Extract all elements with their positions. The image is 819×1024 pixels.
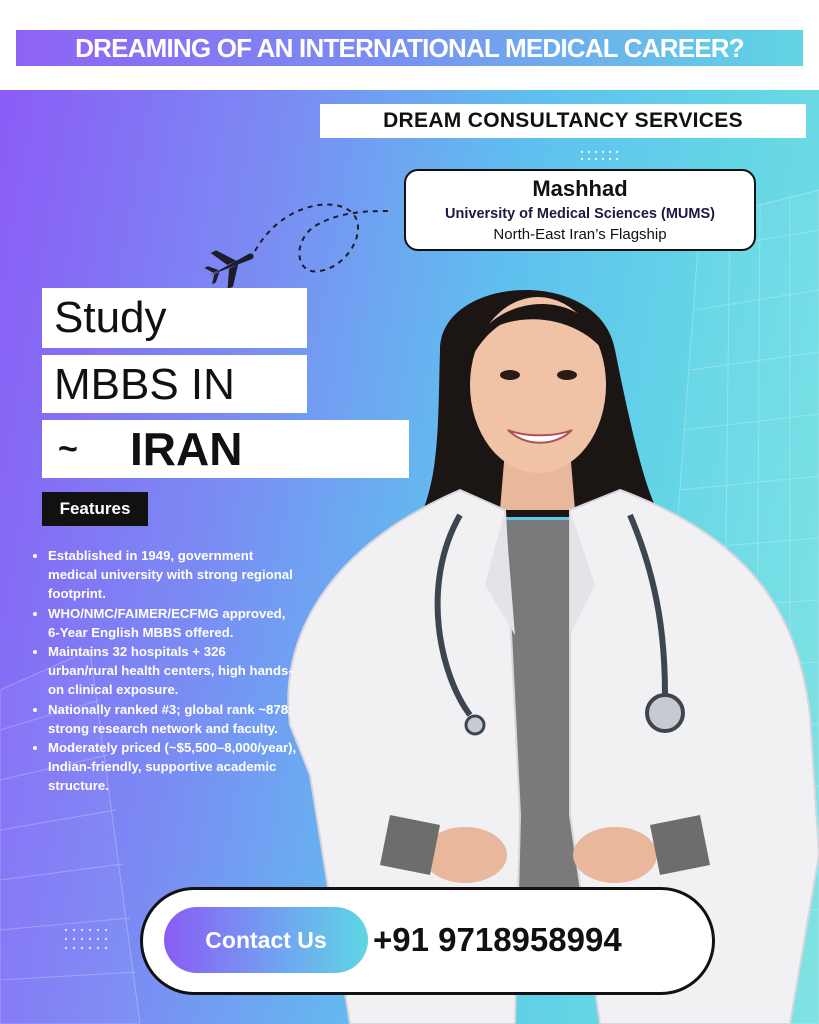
university-card [404,169,756,251]
feature-item: • Established in 1949, government medical university with strong regional footprint. [48,546,298,604]
feature-list [30,546,298,796]
feature-item: • Moderately priced (~$5,500–8,000/year), Indian-friendly, supportive academic structure. [48,738,298,796]
university-tagline: North-East Iran’s Flagship [493,226,667,243]
feature-item: • WHO/NMC/FAIMER/ECFMG approved, 6-Year English MBBS offered. [48,604,298,642]
decorative-dots [580,150,620,164]
contact-us-button[interactable]: Contact Us [164,907,368,973]
feature-item: • Nationally ranked #3; global rank ~878; strong research network and faculty. [48,700,298,738]
university-city: Mashhad [532,176,628,201]
hero-line-study [42,288,307,348]
hero-study-text: Study [54,293,167,342]
feature-item: • Maintains 32 hospitals + 326 urban/rural health centers, high hands-on clinical exposure. [48,642,298,700]
airplane-icon [200,196,390,296]
decorative-dots-bottom [64,928,108,952]
headline-text: DREAMING OF AN INTERNATIONAL MEDICAL CAREER? [75,33,744,63]
headline-banner [16,30,803,66]
agency-banner [320,104,806,138]
hero-iran-text: IRAN [130,423,243,475]
hero-tilde: ~ [58,430,78,468]
university-name: University of Medical Sciences (MUMS) [445,206,715,222]
hero-line-iran [42,420,409,478]
hero-line-mbbs [42,355,307,413]
agency-name: DREAM CONSULTANCY SERVICES [383,109,743,132]
hero-mbbs-text: MBBS IN [54,360,235,409]
phone-number[interactable]: +91 9718958994 [373,921,622,958]
features-label: Features [42,492,148,526]
